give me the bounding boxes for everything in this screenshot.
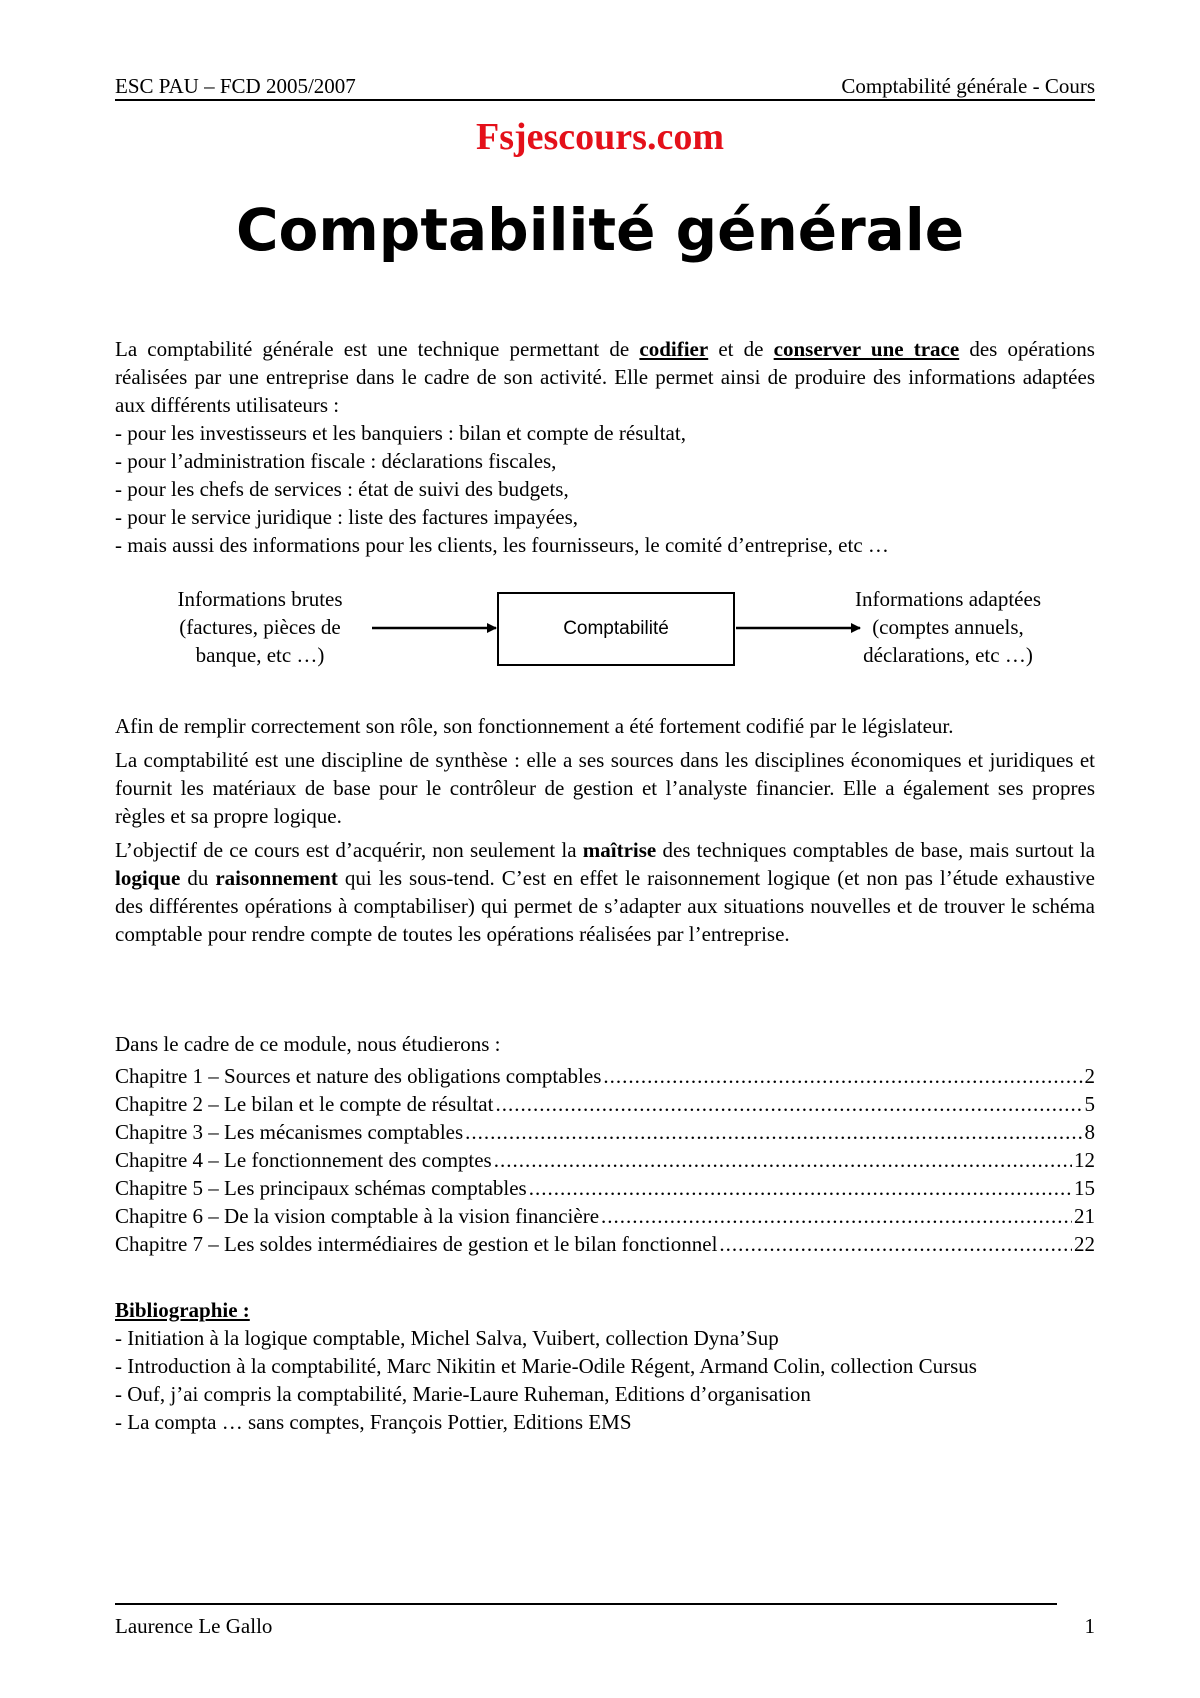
adapted-info-line: déclarations, etc …) [863,643,1033,667]
keyword-logique: logique [115,866,181,890]
keyword-conserver: conserver une trace [773,337,960,361]
toc-label: Chapitre 3 – Les mécanismes comptables [115,1120,464,1144]
footer-divider [115,1603,1057,1605]
objective-text: du [180,866,216,890]
toc-row[interactable] [115,1062,1095,1090]
bibliography [115,1296,1095,1436]
toc-page: 12 [1074,1148,1095,1172]
document-title: Comptabilité générale [235,196,965,264]
list-item: - pour le service juridique : liste des factures impayées, [115,505,579,529]
toc-row[interactable] [115,1202,1095,1230]
toc-leader [495,1090,1082,1118]
toc-label: Chapitre 5 – Les principaux schémas comptables [115,1176,527,1200]
toc-label: Chapitre 1 – Sources et nature des obligations comptables [115,1064,602,1088]
bibliography-item: - Introduction à la comptabilité, Marc Nikitin et Marie-Odile Régent, Armand Colin, collection Cursus [115,1354,977,1378]
intro-section [115,335,1095,559]
page-number: 1 [1084,1614,1095,1638]
footer-author: Laurence Le Gallo [115,1614,273,1638]
intro-paragraph [115,335,1095,419]
objective-text: des techniques comptables de base, mais surtout la [656,838,1095,862]
toc-label: Chapitre 4 – Le fonctionnement des comptes [115,1148,492,1172]
toc-page: 2 [1084,1064,1095,1088]
intro-text-3: des opérations réalisées par une entreprise dans le cadre de son activité. Elle permet ainsi de produire des informations adaptées aux différents utilisateurs : [115,337,1095,417]
toc-row[interactable] [115,1230,1095,1258]
header-right: Comptabilité générale - Cours [841,74,1095,98]
site-name: Fsjescours.com [476,116,724,158]
raw-info-line: (factures, pièces de [179,615,341,639]
list-item: - pour l’administration fiscale : déclarations fiscales, [115,449,557,473]
toc-leader [465,1118,1082,1146]
table-of-contents [115,1030,1095,1258]
list-item: - pour les investisseurs et les banquiers : bilan et compte de résultat, [115,421,686,445]
list-item: - pour les chefs de services : état de suivi des budgets, [115,477,569,501]
objective-text: L’objectif de ce cours est d’acquérir, non seulement la [115,838,583,862]
raw-information-label [130,585,390,669]
toc-page: 21 [1074,1204,1095,1228]
toc-row[interactable] [115,1174,1095,1202]
intro-text-2: et de [708,337,774,361]
keyword-codifier: codifier [639,337,709,361]
keyword-raisonnement: raisonnement [215,866,338,890]
accounting-box: Comptabilité [497,592,735,666]
bibliography-item: - La compta … sans comptes, François Pottier, Editions EMS [115,1410,632,1434]
paragraph-synthesis: La comptabilité est une discipline de synthèse : elle a ses sources dans les disciplines économiques et juridiques et fournit les matériaux de base pour le contrôleur de gestion et l’analyste financier. Elle a également ses propres règles et sa propre logique. [115,748,1095,828]
users-list [115,419,1095,559]
toc-row[interactable] [115,1146,1095,1174]
paragraph-objective [115,836,1095,948]
toc-label: Chapitre 6 – De la vision comptable à la vision financière [115,1204,600,1228]
raw-info-line: banque, etc …) [195,643,325,667]
header-left: ESC PAU – FCD 2005/2007 [115,74,356,98]
body-paragraphs [115,712,1095,954]
intro-text-1: La comptabilité générale est une technique permettant de [115,337,640,361]
bibliography-item: - Initiation à la logique comptable, Michel Salva, Vuibert, collection Dyna’Sup [115,1326,779,1350]
toc-leader [601,1202,1072,1230]
adapted-info-line: Informations adaptées [854,587,1042,611]
toc-page: 8 [1084,1120,1095,1144]
keyword-maitrise: maîtrise [582,838,657,862]
page-header [115,73,1095,101]
toc-leader [529,1174,1072,1202]
bibliography-list [115,1324,1095,1436]
adapted-information-label [818,585,1078,669]
toc-page: 5 [1084,1092,1095,1116]
toc-leader [719,1230,1072,1258]
adapted-info-line: (comptes annuels, [872,615,1024,639]
toc-page: 22 [1074,1232,1095,1256]
toc-leader [603,1062,1082,1090]
bibliography-item: - Ouf, j’ai compris la comptabilité, Marie-Laure Ruheman, Editions d’organisation [115,1382,811,1406]
toc-row[interactable] [115,1118,1095,1146]
flow-diagram [0,585,1200,685]
bibliography-heading: Bibliographie : [115,1298,250,1322]
objective-text: qui les sous-tend. C’est en effet le raisonnement logique (et non pas l’étude exhaustive des différentes opérations à comptabiliser) qui permet de s’adapter aux situations nouvelles et de trouver le schéma comptable pour rendre compte de toutes les opérations réalisées par l’entreprise. [115,866,1095,946]
toc-page: 15 [1074,1176,1095,1200]
paragraph-role: Afin de remplir correctement son rôle, son fonctionnement a été fortement codifié par le législateur. [115,714,954,738]
toc-label: Chapitre 7 – Les soldes intermédiaires de gestion et le bilan fonctionnel [115,1232,718,1256]
raw-info-line: Informations brutes [177,587,343,611]
toc-leader [494,1146,1072,1174]
toc-row[interactable] [115,1090,1095,1118]
toc-label: Chapitre 2 – Le bilan et le compte de résultat [115,1092,494,1116]
toc-intro: Dans le cadre de ce module, nous étudierons : [115,1032,501,1056]
list-item: - mais aussi des informations pour les clients, les fournisseurs, le comité d’entreprise, etc … [115,533,889,557]
